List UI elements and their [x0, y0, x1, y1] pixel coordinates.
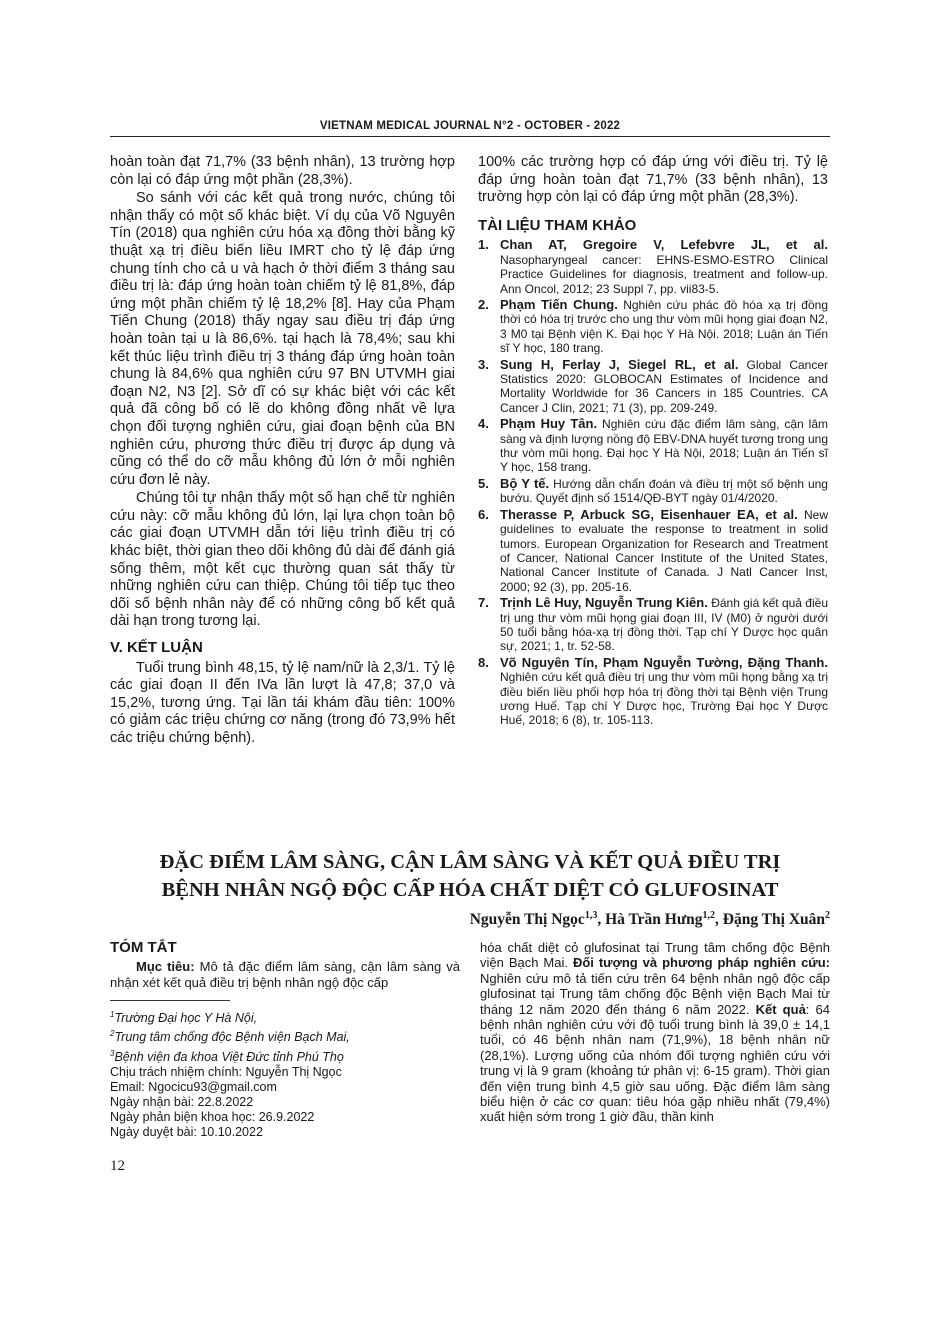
- contact-email: Email: Ngocicu93@gmail.com: [110, 1079, 277, 1094]
- page-number: 12: [110, 1158, 125, 1174]
- reference-authors: Võ Nguyên Tín, Phạm Nguyễn Tường, Đặng Thanh.: [500, 654, 828, 670]
- reference-authors: Phạm Huy Tân.: [500, 416, 598, 432]
- objective-label: Mục tiêu:: [136, 959, 195, 975]
- affiliation-text: Trường Đại học Y Hà Nội,: [114, 1011, 258, 1026]
- journal-header: VIETNAM MEDICAL JOURNAL N°2 - OCTOBER - 2022: [319, 120, 621, 132]
- objective-text: Mô tả đặc điểm lâm sàng, cận lâm sàng và nhận xét kết quả điều trị bệnh nhân ngộ độc cấp: [110, 959, 460, 990]
- received-date: Ngày nhận bài: 22.8.2022: [110, 1094, 254, 1109]
- author-name: Hà Trần Hưng: [605, 911, 703, 929]
- reference-text: Nasopharyngeal cancer: EHNS-ESMO-ESTRO Clinical Practice Guidelines for diagnosis, treatment and follow-up. Ann Oncol, 2012; 23 Suppl 7, pp. vii83-5.: [500, 252, 828, 296]
- reference-authors: Sung H, Ferlay J, Siegel RL, et al.: [500, 356, 739, 372]
- abstract-body: [480, 940, 830, 1125]
- header-rule: [110, 136, 830, 137]
- abstract-right-column: [480, 940, 830, 1126]
- article-authors: Nguyễn Thị Ngọc$^{1,3}$, Hà Trần Hưng$^{1,2}$, Đặng Thị Xuân$^2$: [469, 910, 830, 929]
- abstract-text: hóa chất diệt cỏ glufosinat tại Trung tâm chống độc Bệnh viện Bạch Mai.: [480, 940, 830, 971]
- conclusion-paragraph: Tuổi trung bình 48,15, tỷ lệ nam/nữ là 2,3/1. Tỷ lệ các giai đoạn II đến IVa lần lượt là 47,8; 37,0 và 15,2%, tương ứng. Tại lần tái khám đầu tiên: 100% có giảm các triệu chứng cơ năng (trong đó 73,9% hết các triệu chứng bệnh).: [110, 659, 455, 746]
- affiliation-text: Trung tâm chống độc Bệnh viện Bạch Mai,: [114, 1030, 350, 1045]
- reference-text: Đánh giá kết quả điều trị ung thư vòm mũi họng giai đoạn III, IV (M0) ở người dưới 50 tuổi bằng hóa-xạ trị đồng thời. Tạp chí Y Dược học quân sự, 2021; 1, tr. 52-58.: [500, 596, 828, 654]
- abstract-heading: TÓM TẮT: [110, 939, 177, 956]
- review-date: Ngày phản biện khoa học: 26.9.2022: [110, 1109, 315, 1124]
- reference-item: [478, 596, 828, 654]
- reference-item: [478, 508, 828, 594]
- right-paragraph-1: 100% các trường hợp có đáp ứng với điều trị. Tỷ lệ đáp ứng hoàn toàn đạt 71,7% (33 bệnh nhân), 13 trường hợp còn lại có đáp ứng một phần (28,3%).: [478, 154, 828, 206]
- responsible-author: Chịu trách nhiệm chính: Nguyễn Thị Ngọc: [110, 1064, 342, 1079]
- reference-item: [478, 358, 828, 416]
- reference-number: 4.: [478, 416, 489, 432]
- reference-text: Nghiên cứu kết quả điều trị ung thư vòm mũi họng bằng xạ trị điều biến liều phối hợp hóa trị đồng thời tại Bệnh viện Trung ương Huế. Tạp chí Y Dược học, Trường Đại học Y Dược Huế, 2018; 6 (8), tr. 105-113.: [500, 670, 828, 728]
- author-affiliation: 1,2: [702, 910, 716, 921]
- author-name: Nguyễn Thị Ngọc: [469, 911, 585, 929]
- affiliation-marker: 2: [110, 1029, 115, 1039]
- results-text: : 64 bệnh nhân nghiên cứu với độ tuổi trung bình là 39,0 ± 14,1 tuổi, có 46 bệnh nhân nam (71,9%), 18 bệnh nhân nữ (28,1%). Lượng uống của nhóm đối tượng nghiên cứu với trung vị là 9 gram (khoảng tứ phân vị: 6-15 gram). Thời gian đến viện trung bình 4,5 giờ sau uống. Đặc điểm lâm sàng biểu hiện ở các cơ quan: tiêu hóa gặp nhiều nhất (79,4%) xuất hiện sớm trong 1 giờ đầu, thần kinh: [480, 1001, 830, 1125]
- reference-authors: Therasse P, Arbuck SG, Eisenhauer EA, et al.: [500, 506, 798, 522]
- reference-text: Nghiên cứu đặc điểm lâm sàng, cận lâm sàng và định lượng nồng độ EBV-DNA huyết tương trong ung thư vòm mũi họng. Đại học Y Hà Nội, 2018; Luận án Tiến sĩ Y học, 158 trang.: [500, 417, 829, 475]
- reference-number: 5.: [478, 475, 489, 491]
- abstract-objective: [110, 959, 460, 990]
- reference-text: Nghiên cứu phác đồ hóa xạ trị đồng thời có hóa trị trước cho ung thư vòm mũi họng giai đoạn N2, 3 M0 tại Bệnh viện K. Đại học Y Hà Nội. 2018; Luận án Tiến sĩ Y học, 180 trang.: [500, 298, 828, 356]
- affiliation-text: Bệnh viện đa khoa Việt Đức tỉnh Phú Thọ: [114, 1049, 344, 1064]
- reference-number: 1.: [478, 237, 489, 253]
- reference-item: [478, 417, 828, 475]
- left-paragraph-2: So sánh với các kết quả trong nước, chúng tôi nhận thấy có một số khác biệt. Ví dụ của Võ Nguyên Tín (2018) qua nghiên cứu hóa xạ đồng thời bằng kỹ thuật xạ trị điều biến liều IMRT cho tỷ lệ đáp ứng chung tính cho cả u và hạch ở thời điểm 3 tháng sau điều trị là: đáp ứng hoàn toàn chiếm tỷ lệ 81,8%, đáp ứng một phần chiếm tỷ lệ 18,2% [8]. Hay của Phạm Tiến Chung (2018) thấy ngay sau điều trị đáp ứng hoàn toàn tại u là 86,6%. tại hạch là 78,4%; sau khi kết thúc liệu trình điều trị 3 tháng đáp ứng hoàn toàn chung là 84,6% qua nghiên cứu 97 BN UTVMH giai đoạn N2, N3 [2]. Sở dĩ có sự khác biệt với các kết quả đã công bố có lẽ do không đồng nhất về lựa chọn đối tượng nghiên cứu, giai đoạn bệnh của BN nghiên cứu, phương thức điều trị được áp dụng và cũng có thể do cỡ mẫu không đủ lớn ở mỗi nghiên cứu đơn lẻ này.: [110, 190, 455, 488]
- references-heading: TÀI LIỆU THAM KHẢO: [478, 216, 637, 234]
- left-paragraph-3: Chúng tôi tự nhận thấy một số hạn chế từ nghiên cứu này: cỡ mẫu không đủ lớn, lại lựa chọn toàn bộ các giai đoạn UTVMH dẫn tới liệu trình điều trị có khác biệt, thời gian theo dõi không đủ dài để đánh giá sống thêm, một kết cục thường quan sát thấy từ những nghiên cứu can thiệp. Chúng tôi tiếp tục theo dõi số bệnh nhân này để có những công bố kết quả dài hạn trong tương lại.: [110, 490, 455, 630]
- reference-number: 8.: [478, 654, 489, 670]
- footnote-rule: [110, 1000, 230, 1001]
- affiliation-3: [110, 1046, 460, 1065]
- abstract-left-column: [110, 940, 460, 1140]
- reference-number: 6.: [478, 506, 489, 522]
- footnotes: [110, 1007, 460, 1139]
- reference-number: 3.: [478, 356, 489, 372]
- reference-text: Global Cancer Statistics 2020: GLOBOCAN Estimates of Incidence and Mortality Worldwide for 36 Cancers in 185 Countries. CA Cancer J Clin, 2021; 71 (3), pp. 209-249.: [500, 357, 828, 415]
- reference-authors: Chan AT, Gregoire V, Lefebvre JL, et al.: [500, 237, 828, 253]
- methods-text: Nghiên cứu mô tả tiến cứu trên 64 bệnh nhân ngộ độc cấp glufosinat tại Trung tâm chống độc Bệnh viện Bạch Mai từ tháng 12 năm 2020 đến tháng 6 năm 2022.: [480, 970, 830, 1017]
- reference-text: Hướng dẫn chẩn đoán và điều trị một số bệnh ung bướu. Quyết định số 1514/QĐ-BYT ngày 01/4/2020.: [500, 476, 828, 506]
- reference-item: [478, 298, 828, 356]
- reference-authors: Bộ Y tế.: [500, 475, 550, 491]
- affiliation-marker: 1: [110, 1010, 115, 1020]
- affiliation-2: [110, 1026, 460, 1045]
- reference-authors: Trịnh Lê Huy, Nguyễn Trung Kiên.: [500, 595, 708, 611]
- affiliation-marker: 3: [110, 1048, 115, 1058]
- reference-number: 7.: [478, 595, 489, 611]
- reference-item: [478, 238, 828, 296]
- affiliation-1: [110, 1007, 460, 1026]
- right-column: [478, 154, 828, 730]
- reference-item: [478, 656, 828, 728]
- methods-label: Đối tượng và phương pháp nghiên cứu:: [572, 955, 830, 971]
- results-label: Kết quả: [755, 1001, 806, 1017]
- left-paragraph-1: hoàn toàn đạt 71,7% (33 bệnh nhân), 13 trường hợp còn lại có đáp ứng một phần (28,3%).: [110, 154, 455, 188]
- article-title-line-1: ĐẶC ĐIỂM LÂM SÀNG, CẬN LÂM SÀNG VÀ KẾT QUẢ ĐIỀU TRỊ: [159, 851, 781, 873]
- conclusion-heading: V. KẾT LUẬN: [110, 639, 203, 657]
- reference-authors: Phạm Tiến Chung.: [500, 297, 618, 312]
- author-affiliation: 2: [825, 910, 830, 921]
- article-title: [110, 848, 830, 904]
- author-name: Đặng Thị Xuân: [722, 911, 825, 929]
- reference-list: [478, 238, 828, 727]
- reference-item: [478, 477, 828, 506]
- reference-text: New guidelines to evaluate the response to treatment in solid tumors. European Organization for Research and Treatment of Cancer, National Cancer Institute of the United States, National Cancer Institute of Canada. J Natl Cancer Inst, 2000; 92 (3), pp. 205-16.: [500, 507, 829, 594]
- author-affiliation: 1,3: [584, 910, 598, 921]
- reference-number: 2.: [478, 297, 489, 312]
- approval-date: Ngày duyệt bài: 10.10.2022: [110, 1124, 263, 1139]
- left-column: [110, 154, 455, 749]
- article-title-line-2: BỆNH NHÂN NGỘ ĐỘC CẤP HÓA CHẤT DIỆT CỎ GLUFOSINAT: [161, 879, 779, 901]
